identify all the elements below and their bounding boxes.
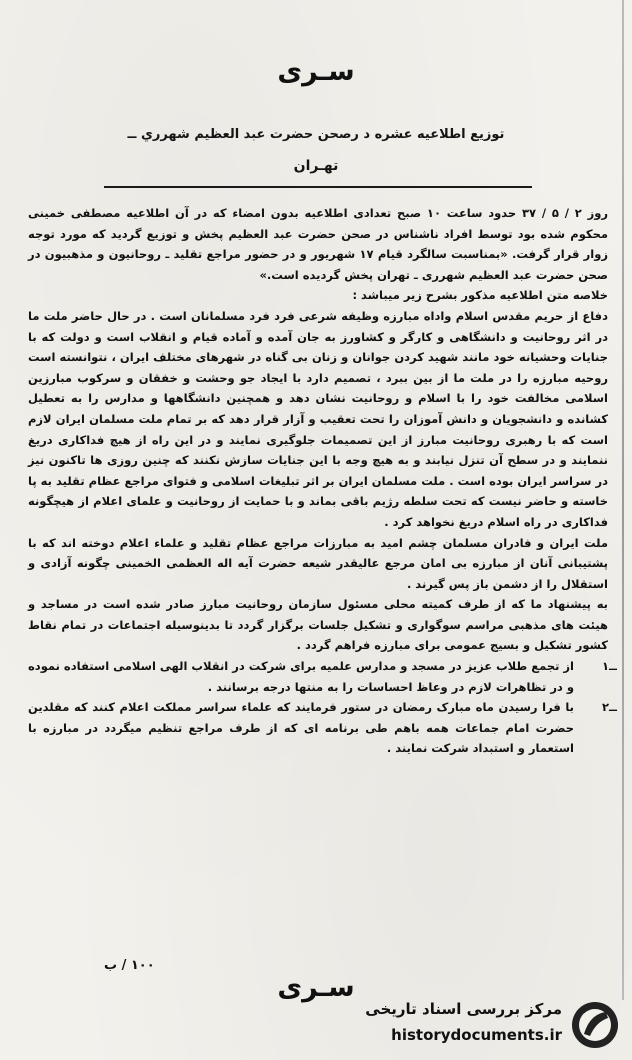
watermark-url: historydocuments.ir: [391, 1026, 562, 1044]
paragraph-nation: ملت ایران و فادران مسلمان چشم امید به مبارزات مراجع عظام تقلید و علماء اعلام دوخته اند که با پشتیبانی آنان از مبارزه بی امان مرجع عالیقدر شیعه حضرت آیه اله العظمی الخمینی چگونه آزادی و استقلال را از دشمن باز پس گیرند .: [28, 535, 608, 591]
document-title: توزيع اطلاعيه عشره د رصحن حضرت عبد العظيم شهرري ــ: [127, 127, 505, 142]
paragraph-summary-heading: خلاصه متن اطلاعیه مذکور بشرح زیر میباشد :: [352, 288, 608, 303]
archive-watermark: [338, 996, 620, 1054]
document-location: تهـران: [293, 158, 339, 174]
classification-top: سـرى: [277, 56, 355, 87]
document-body: [28, 203, 617, 759]
paragraph-intro: روز ۲ / ۵ / ۳۷ حدود ساعت ۱۰ صبح تعدادی اطلاعیه بدون امضاء که در آن اطلاعیه مصطفی خمینی محکوم شده بود توسط افراد ناشناس در صحن حضرت عبد العظیم پخش و توزیع گردید که مورد توجه زوار قرار گرفت. «بمناسبت سالگرد قیام ۱۷ شهریور و در حضور مراجع تقلید ـ روحانیون و مذهبیون در صحن حضرت عبد العظیم شهرری ـ تهران پخش گردیده است.»: [28, 206, 608, 282]
paragraph-main: دفاع از حریم مقدس اسلام واداه مبارزه وظیفه شرعی فرد فرد مسلمانان است . در حال حاضر ملت ما در اثر روحانیت و دانشگاهی و کارگر و کشاورز به جان آمده و آماده قیام و انقلاب است و دولت که با جنایات وحشیانه خود مانند شهید کردن جوانان و زنان بی گناه در شهرهای مختلف ایران ، نتوانسته است روحیه مبارزه را در ملت ما از بین ببرد ، تصمیم دارد با ایجاد جو وحشت و خفقان و سرکوب مبارزین اسلامی مخالفت خود را با اسلام و روحانیت نشان دهد و همچنین دانشگاهها و مدارس را به تعطیل کشانده و دانشجویان و دانش آموزان را تحت تعقیب و آزار قرار دهد که بر تمام ملت مسلمان ایران لازم است که با رهبری روحانیت مبارز از این تصمیمات جلوگیری نمایند و در این راه از هیچ فداکاری دریغ ننمایند و در سطح آن تنزل نیابند و به هیچ وجه با این جنایات سازش نکنند که چنین روزی ها تاکنون نیز در سراسر ایران بوده است . ملت مسلمان ایران بر اثر تبلیغات اسلامی و فتوای مراجع عظام تقلید به پا خاسته و حاضر نیست که تحت سلطه رژیم باقی بماند و با حمایت از روحانیت و علمای اعلام از هیچگونه فداکاری در راه اسلام دریغ نخواهد کرد .: [28, 308, 608, 529]
classification-bottom: سـرى: [277, 972, 355, 1003]
list-item: [28, 697, 617, 759]
list-item-text: با فرا رسیدن ماه مبارک رمضان در ستور فرمایند که علماء سراسر مملکت اعلام کنند که مقلدین حضرت امام جماعات همه باهم طی برنامه ای که از طرف مراجع تنظیم میگردد در مبارزه با استعمار و استبداد شرکت نمایند .: [28, 700, 574, 756]
list-item-text: از تجمع طلاب عزیز در مسجد و مدارس علمیه برای شرکت در انقلاب الهی اسلامی استفاده نموده و در تظاهرات لازم در وعاظ احساسات را به منتها درجه برسانند .: [28, 659, 574, 694]
title-divider: [104, 186, 532, 188]
list-item: [28, 656, 617, 697]
list-item-number: ۲ــ: [602, 700, 617, 715]
scroll-logo-icon: [570, 1000, 620, 1050]
paragraph-proposal: به پیشنهاد ما که از طرف کمیته محلی مسئول سازمان روحانیت مبارز صادر شده است در مساجد و هیئت های مذهبی مراسم سوگواری و تشکیل جلسات برگزار گردد تا بدینوسیله اجتماعات در تمام نقاط کشور تشکیل و بسیج عمومی برای مبارزه فراهم گردد .: [28, 597, 608, 653]
page-edge-shadow: [622, 0, 624, 1000]
list-item-number: ۱ــ: [602, 659, 617, 674]
watermark-persian: مرکز بررسی اسناد تاریخی: [365, 1000, 562, 1018]
document-reference: ۱۰۰ / ب: [104, 958, 155, 973]
